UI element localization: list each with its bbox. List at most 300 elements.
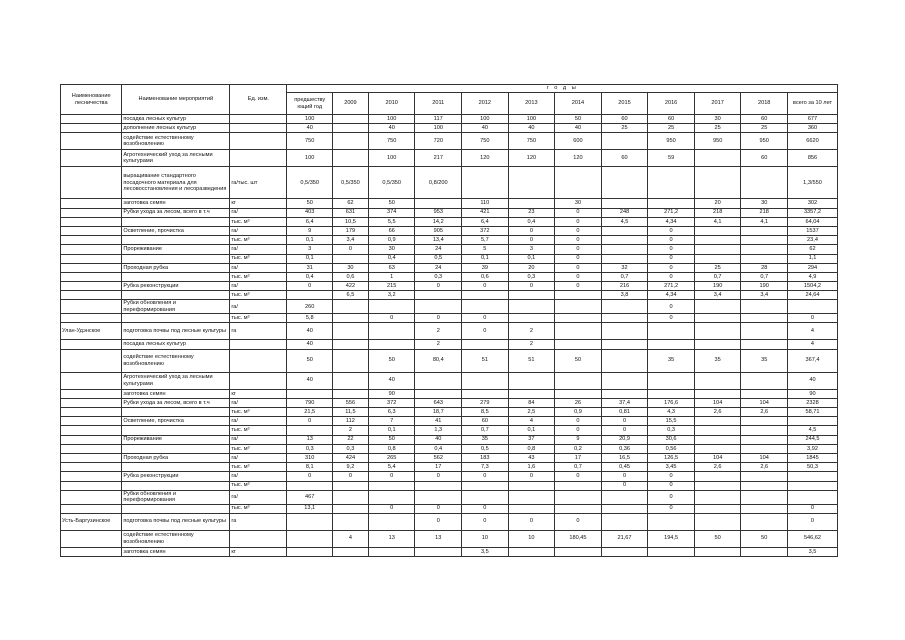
value-cell: 120: [555, 150, 602, 167]
unit-cell: [230, 349, 287, 372]
value-cell: 51: [508, 349, 555, 372]
header-year: 2012: [462, 93, 509, 115]
value-cell: 2: [508, 340, 555, 349]
value-cell: 0: [462, 282, 509, 291]
value-cell: 0: [332, 245, 368, 254]
value-cell: [787, 481, 837, 490]
event-cell: Прореживание: [122, 435, 230, 444]
value-cell: [287, 389, 333, 398]
value-cell: [601, 226, 648, 235]
value-cell: 32: [601, 263, 648, 272]
value-cell: 13: [415, 530, 462, 547]
value-cell: 0: [601, 417, 648, 426]
value-cell: 3,2: [368, 291, 415, 300]
value-cell: 60: [741, 150, 788, 167]
region-cell: [61, 417, 122, 426]
value-cell: 0: [415, 282, 462, 291]
value-cell: 110: [462, 199, 509, 208]
event-cell: Рубка реконструкции: [122, 282, 230, 291]
value-cell: 176,6: [648, 398, 695, 407]
value-cell: 15,5: [648, 417, 695, 426]
table-row: [61, 208, 838, 217]
value-cell: 80,4: [415, 349, 462, 372]
value-cell: [694, 435, 741, 444]
value-cell: [368, 323, 415, 340]
value-cell: 0: [555, 263, 602, 272]
value-cell: [694, 389, 741, 398]
value-cell: 3: [287, 245, 333, 254]
event-cell: Рубки ухода за лесом, всего в т.ч: [122, 208, 230, 217]
value-cell: 0: [555, 472, 602, 481]
event-cell: Рубки ухода за лесом, всего в т.ч: [122, 398, 230, 407]
value-cell: 62: [332, 199, 368, 208]
value-cell: [462, 340, 509, 349]
value-cell: 0: [508, 282, 555, 291]
value-cell: [741, 254, 788, 263]
value-cell: 953: [415, 208, 462, 217]
value-cell: [601, 314, 648, 323]
unit-cell: кг: [230, 389, 287, 398]
value-cell: 0,8: [368, 444, 415, 453]
value-cell: 244,5: [787, 435, 837, 444]
value-cell: [741, 490, 788, 504]
region-cell: [61, 490, 122, 504]
value-cell: 2328: [787, 398, 837, 407]
value-cell: [508, 490, 555, 504]
value-cell: 4: [508, 417, 555, 426]
value-cell: [555, 372, 602, 389]
value-cell: 0: [648, 490, 695, 504]
value-cell: [332, 340, 368, 349]
value-cell: 1,3: [415, 426, 462, 435]
value-cell: 0,9: [555, 408, 602, 417]
value-cell: [332, 124, 368, 133]
value-cell: 0: [555, 245, 602, 254]
value-cell: 0: [287, 472, 333, 481]
value-cell: [741, 300, 788, 314]
value-cell: 0: [648, 245, 695, 254]
region-cell: [61, 463, 122, 472]
value-cell: 35: [462, 435, 509, 444]
value-cell: [462, 389, 509, 398]
value-cell: 37: [508, 435, 555, 444]
unit-cell: [230, 340, 287, 349]
value-cell: 13: [368, 530, 415, 547]
value-cell: 905: [415, 226, 462, 235]
value-cell: [287, 481, 333, 490]
unit-cell: га/: [230, 472, 287, 481]
table-row: [61, 453, 838, 462]
value-cell: 0: [648, 472, 695, 481]
value-cell: 0,1: [287, 236, 333, 245]
unit-cell: тыс. м³: [230, 426, 287, 435]
value-cell: 0: [555, 217, 602, 226]
value-cell: [741, 435, 788, 444]
value-cell: 216: [601, 282, 648, 291]
value-cell: 0: [555, 272, 602, 281]
region-cell: [61, 263, 122, 272]
value-cell: [368, 481, 415, 490]
value-cell: 90: [787, 389, 837, 398]
value-cell: 4,5: [787, 426, 837, 435]
value-cell: 104: [694, 398, 741, 407]
unit-cell: тыс. м³: [230, 217, 287, 226]
table-row: [61, 291, 838, 300]
value-cell: 0: [648, 236, 695, 245]
value-cell: 0,5: [462, 444, 509, 453]
value-cell: [741, 245, 788, 254]
unit-cell: га/: [230, 300, 287, 314]
value-cell: [462, 481, 509, 490]
header-year: 2013: [508, 93, 555, 115]
value-cell: 4,9: [787, 272, 837, 281]
event-cell: дополнение лесных культур: [122, 124, 230, 133]
value-cell: 190: [694, 282, 741, 291]
value-cell: 100: [287, 150, 333, 167]
table-row: [61, 300, 838, 314]
region-cell: [61, 435, 122, 444]
value-cell: [741, 314, 788, 323]
region-cell: [61, 133, 122, 150]
value-cell: 0,7: [694, 272, 741, 281]
value-cell: 194,5: [648, 530, 695, 547]
value-cell: [601, 490, 648, 504]
value-cell: 28: [741, 263, 788, 272]
region-cell: [61, 282, 122, 291]
value-cell: 179: [332, 226, 368, 235]
event-cell: подготовка почвы под лесные культуры: [122, 513, 230, 530]
value-cell: [287, 291, 333, 300]
value-cell: 50: [368, 349, 415, 372]
value-cell: [601, 300, 648, 314]
value-cell: 677: [787, 115, 837, 124]
value-cell: [508, 300, 555, 314]
value-cell: 0,8: [508, 444, 555, 453]
value-cell: 9,2: [332, 463, 368, 472]
value-cell: 0,1: [508, 426, 555, 435]
value-cell: [287, 426, 333, 435]
value-cell: 3: [508, 245, 555, 254]
value-cell: 50: [741, 530, 788, 547]
value-cell: 35: [648, 349, 695, 372]
unit-cell: га/: [230, 245, 287, 254]
region-cell: [61, 300, 122, 314]
header-year: всего за 10 лет: [787, 93, 837, 115]
unit-cell: тыс. м³: [230, 463, 287, 472]
value-cell: 30,6: [648, 435, 695, 444]
value-cell: [368, 513, 415, 530]
value-cell: [415, 481, 462, 490]
region-cell: [61, 254, 122, 263]
value-cell: [694, 245, 741, 254]
table-row: [61, 115, 838, 124]
value-cell: 0: [415, 513, 462, 530]
value-cell: [694, 150, 741, 167]
value-cell: 20,9: [601, 435, 648, 444]
value-cell: [332, 481, 368, 490]
value-cell: [332, 547, 368, 556]
value-cell: 112: [332, 417, 368, 426]
value-cell: 104: [741, 398, 788, 407]
header-year: 2016: [648, 93, 695, 115]
value-cell: 0,3: [508, 272, 555, 281]
value-cell: 0: [462, 314, 509, 323]
value-cell: 4: [787, 340, 837, 349]
unit-cell: тыс. м³: [230, 291, 287, 300]
value-cell: 50: [287, 199, 333, 208]
value-cell: 0: [415, 314, 462, 323]
value-cell: [555, 389, 602, 398]
unit-cell: га/: [230, 490, 287, 504]
value-cell: 5,8: [287, 314, 333, 323]
value-cell: 7,3: [462, 463, 509, 472]
value-cell: 0: [508, 513, 555, 530]
value-cell: [601, 245, 648, 254]
value-cell: 3,8: [601, 291, 648, 300]
value-cell: 30: [694, 115, 741, 124]
value-cell: 215: [368, 282, 415, 291]
value-cell: 0,1: [368, 426, 415, 435]
value-cell: [332, 389, 368, 398]
event-cell: заготовка семян: [122, 199, 230, 208]
table-row: [61, 340, 838, 349]
value-cell: 180,45: [555, 530, 602, 547]
value-cell: [694, 372, 741, 389]
value-cell: 1: [368, 272, 415, 281]
region-cell: [61, 272, 122, 281]
value-cell: 0: [555, 282, 602, 291]
value-cell: [508, 504, 555, 513]
unit-cell: кг: [230, 199, 287, 208]
value-cell: 0,81: [601, 408, 648, 417]
value-cell: 11,5: [332, 408, 368, 417]
event-cell: посадка лесных культур: [122, 115, 230, 124]
unit-cell: [230, 133, 287, 150]
value-cell: 40: [368, 372, 415, 389]
value-cell: 50: [368, 435, 415, 444]
value-cell: 117: [415, 115, 462, 124]
region-cell: [61, 372, 122, 389]
value-cell: 4,1: [694, 217, 741, 226]
value-cell: 562: [415, 453, 462, 462]
table-row: [61, 263, 838, 272]
value-cell: 2,6: [741, 463, 788, 472]
value-cell: 0: [462, 504, 509, 513]
event-cell: содействие естественному возобновлению: [122, 349, 230, 372]
value-cell: 6,3: [368, 408, 415, 417]
value-cell: 720: [415, 133, 462, 150]
value-cell: 294: [787, 263, 837, 272]
event-cell: выращивание стандартного посадочного материала для лесовосстановления и лесоразведения: [122, 167, 230, 199]
value-cell: 100: [462, 115, 509, 124]
value-cell: 546,62: [787, 530, 837, 547]
value-cell: 60: [741, 115, 788, 124]
value-cell: 271,2: [648, 208, 695, 217]
table-row: [61, 150, 838, 167]
region-cell: [61, 314, 122, 323]
value-cell: 0,4: [368, 254, 415, 263]
value-cell: 790: [287, 398, 333, 407]
unit-cell: тыс. м³: [230, 504, 287, 513]
value-cell: 50: [694, 530, 741, 547]
value-cell: [694, 167, 741, 199]
value-cell: [648, 547, 695, 556]
header-year: 2018: [741, 93, 788, 115]
unit-cell: [230, 124, 287, 133]
event-cell: содействие естественному возобновлению: [122, 530, 230, 547]
value-cell: [415, 372, 462, 389]
value-cell: 0: [601, 481, 648, 490]
value-cell: [694, 300, 741, 314]
value-cell: 0: [555, 426, 602, 435]
value-cell: 0,3: [648, 426, 695, 435]
value-cell: 9: [287, 226, 333, 235]
value-cell: 37,4: [601, 398, 648, 407]
forestry-plan-table: [60, 84, 838, 557]
value-cell: [555, 547, 602, 556]
table-row: [61, 481, 838, 490]
value-cell: 100: [508, 115, 555, 124]
value-cell: 367,4: [787, 349, 837, 372]
value-cell: [694, 236, 741, 245]
value-cell: 31: [287, 263, 333, 272]
value-cell: 260: [287, 300, 333, 314]
value-cell: 0: [648, 481, 695, 490]
header-year: 2010: [368, 93, 415, 115]
table-row: [61, 372, 838, 389]
value-cell: 22: [332, 435, 368, 444]
value-cell: 950: [741, 133, 788, 150]
table-row: [61, 349, 838, 372]
value-cell: [601, 199, 648, 208]
value-cell: [332, 133, 368, 150]
value-cell: 126,5: [648, 453, 695, 462]
value-cell: 0,3: [415, 272, 462, 281]
value-cell: 1,1: [787, 254, 837, 263]
value-cell: 24: [415, 245, 462, 254]
region-cell: [61, 398, 122, 407]
event-cell: заготовка семян: [122, 389, 230, 398]
value-cell: [694, 444, 741, 453]
value-cell: 10: [508, 530, 555, 547]
value-cell: 600: [555, 133, 602, 150]
value-cell: [332, 300, 368, 314]
table-row: [61, 513, 838, 530]
value-cell: [694, 513, 741, 530]
header-event: Наименование мероприятий: [122, 85, 230, 115]
value-cell: 20: [694, 199, 741, 208]
value-cell: 16,5: [601, 453, 648, 462]
value-cell: 0: [648, 254, 695, 263]
value-cell: 310: [287, 453, 333, 462]
value-cell: 40: [287, 372, 333, 389]
value-cell: 64,04: [787, 217, 837, 226]
value-cell: [368, 490, 415, 504]
value-cell: [601, 133, 648, 150]
value-cell: 0,5/350: [287, 167, 333, 199]
value-cell: [601, 236, 648, 245]
value-cell: 279: [462, 398, 509, 407]
unit-cell: тыс. м³: [230, 314, 287, 323]
event-cell: [122, 504, 230, 513]
value-cell: [741, 417, 788, 426]
value-cell: [415, 389, 462, 398]
region-cell: [61, 453, 122, 462]
value-cell: 0,5/350: [332, 167, 368, 199]
value-cell: 17: [555, 453, 602, 462]
value-cell: 40: [555, 124, 602, 133]
value-cell: 14,2: [415, 217, 462, 226]
value-cell: [601, 547, 648, 556]
value-cell: [648, 340, 695, 349]
value-cell: 2,5: [508, 408, 555, 417]
value-cell: 0: [368, 472, 415, 481]
value-cell: [462, 167, 509, 199]
value-cell: 3,4: [694, 291, 741, 300]
event-cell: [122, 217, 230, 226]
value-cell: 4,34: [648, 217, 695, 226]
unit-cell: га/: [230, 263, 287, 272]
value-cell: [787, 490, 837, 504]
region-cell: [61, 199, 122, 208]
value-cell: 26: [555, 398, 602, 407]
event-cell: Проходная рубка: [122, 263, 230, 272]
value-cell: 0: [648, 226, 695, 235]
value-cell: 218: [741, 208, 788, 217]
table-row: [61, 530, 838, 547]
value-cell: [462, 291, 509, 300]
value-cell: 13: [287, 435, 333, 444]
value-cell: 2: [415, 323, 462, 340]
value-cell: 0,3: [332, 444, 368, 453]
header-year: 2009: [332, 93, 368, 115]
region-cell: [61, 115, 122, 124]
event-cell: [122, 236, 230, 245]
value-cell: [648, 372, 695, 389]
value-cell: [332, 254, 368, 263]
value-cell: 750: [508, 133, 555, 150]
table-row: [61, 226, 838, 235]
value-cell: 750: [368, 133, 415, 150]
value-cell: [648, 389, 695, 398]
value-cell: 40: [368, 124, 415, 133]
unit-cell: тыс. м³: [230, 254, 287, 263]
table-body: [61, 115, 838, 557]
event-cell: подготовка почвы под лесные культуры: [122, 323, 230, 340]
value-cell: 0: [648, 272, 695, 281]
event-cell: [122, 463, 230, 472]
value-cell: [694, 340, 741, 349]
table-row: [61, 314, 838, 323]
value-cell: 0: [787, 513, 837, 530]
value-cell: [694, 417, 741, 426]
value-cell: 40: [508, 124, 555, 133]
table-row: [61, 398, 838, 407]
value-cell: 0,7: [555, 463, 602, 472]
value-cell: 24: [415, 263, 462, 272]
value-cell: 0,45: [601, 463, 648, 472]
event-cell: [122, 481, 230, 490]
value-cell: 467: [287, 490, 333, 504]
value-cell: 2: [332, 426, 368, 435]
event-cell: [122, 314, 230, 323]
value-cell: [741, 547, 788, 556]
unit-cell: га/: [230, 226, 287, 235]
value-cell: 0,1: [287, 254, 333, 263]
value-cell: [694, 490, 741, 504]
value-cell: 63: [368, 263, 415, 272]
value-cell: 374: [368, 208, 415, 217]
